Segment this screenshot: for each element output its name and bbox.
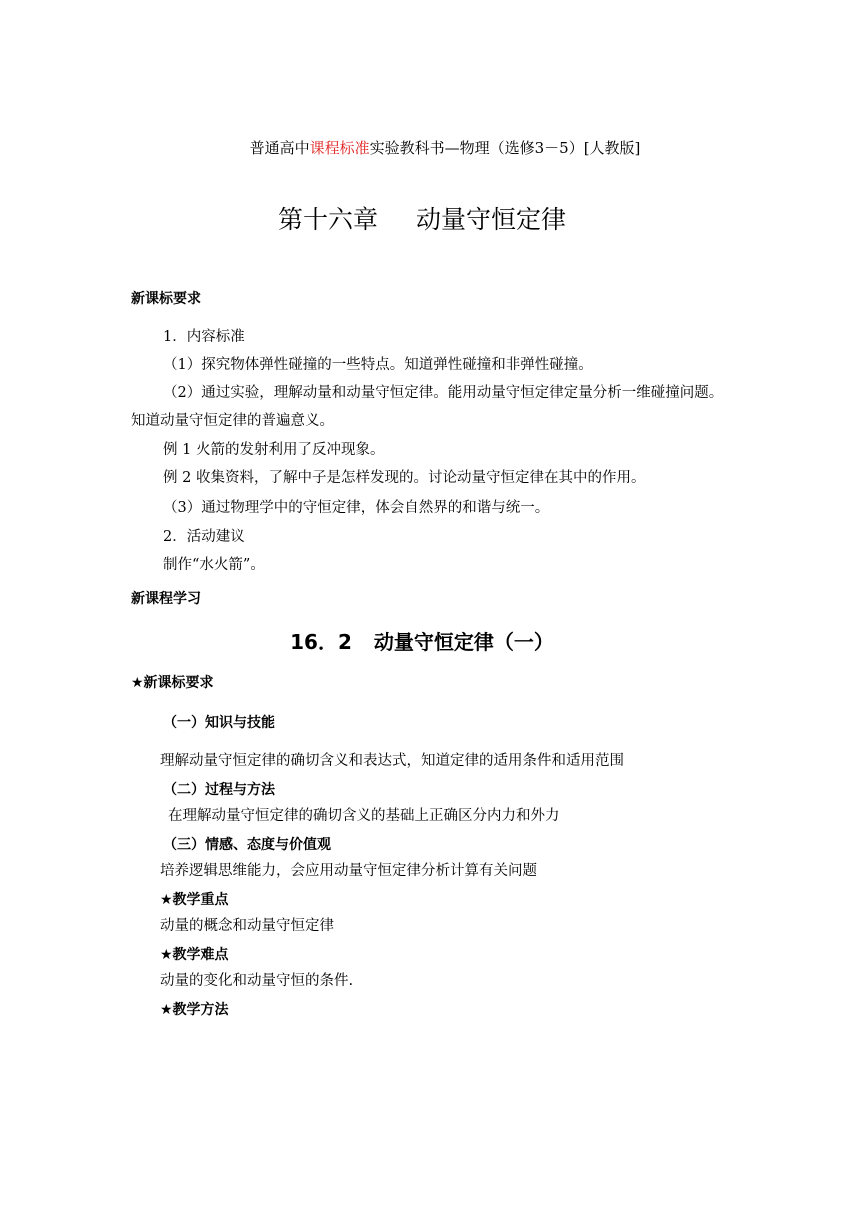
- difficulty-text: 动量的变化和动量守恒的条件.: [160, 973, 354, 989]
- course-heading: 新课程学习: [131, 591, 201, 607]
- emotion-heading: （三）情感、态度与价值观: [163, 837, 331, 853]
- example-2: 例 2 收集资料，了解中子是怎样发现的。讨论动量守恒定律在其中的作用。: [163, 470, 646, 486]
- section-name: 动量守恒定律（一）: [373, 630, 554, 654]
- key-point-text: 动量的概念和动量守恒定律: [160, 918, 334, 934]
- process-text: 在理解动量守恒定律的确切含义的基础上正确区分内力和外力: [168, 808, 560, 824]
- knowledge-heading: （一）知识与技能: [163, 715, 275, 731]
- knowledge-text: 理解动量守恒定律的确切含义和表达式，知道定律的适用条件和适用范围: [160, 753, 624, 769]
- objectives-heading: ★新课标要求: [131, 675, 214, 691]
- standard-item-1: （1）探究物体弹性碰撞的一些特点。知道弹性碰撞和非弹性碰撞。: [163, 357, 593, 373]
- standard-item-2: （2）通过实验，理解动量和动量守恒定律。能用动量守恒定律定量分析一维碰撞问题。: [163, 385, 724, 401]
- header-suffix: 实验教科书—物理（选修3－5）[人教版]: [369, 139, 641, 157]
- header-prefix: 普通高中: [249, 139, 310, 157]
- chapter-title: [0, 200, 844, 236]
- difficulty-heading: ★教学难点: [160, 947, 229, 963]
- example-1: 例 1 火箭的发射利用了反冲现象。: [163, 442, 385, 458]
- requirements-heading: 新课标要求: [131, 291, 201, 307]
- chapter-number: 第十六章: [277, 205, 378, 234]
- section-number: 16．2: [290, 630, 352, 654]
- document-header: [0, 137, 860, 158]
- method-heading: ★教学方法: [160, 1002, 229, 1018]
- content-standard-heading: 1．内容标准: [163, 329, 245, 345]
- section-title: [0, 626, 844, 655]
- chapter-name: 动量守恒定律: [416, 205, 567, 234]
- standard-item-2-continued: 知道动量守恒定律的普遍意义。: [131, 413, 334, 429]
- emotion-text: 培养逻辑思维能力，会应用动量守恒定律分析计算有关问题: [160, 863, 537, 879]
- activity-heading: 2．活动建议: [163, 529, 245, 545]
- header-highlight: 课程标准: [309, 139, 370, 157]
- key-point-heading: ★教学重点: [160, 892, 229, 908]
- activity-text: 制作“水火箭”。: [163, 557, 265, 573]
- process-heading: （二）过程与方法: [163, 782, 275, 798]
- standard-item-3: （3）通过物理学中的守恒定律，体会自然界的和谐与统一。: [163, 500, 550, 516]
